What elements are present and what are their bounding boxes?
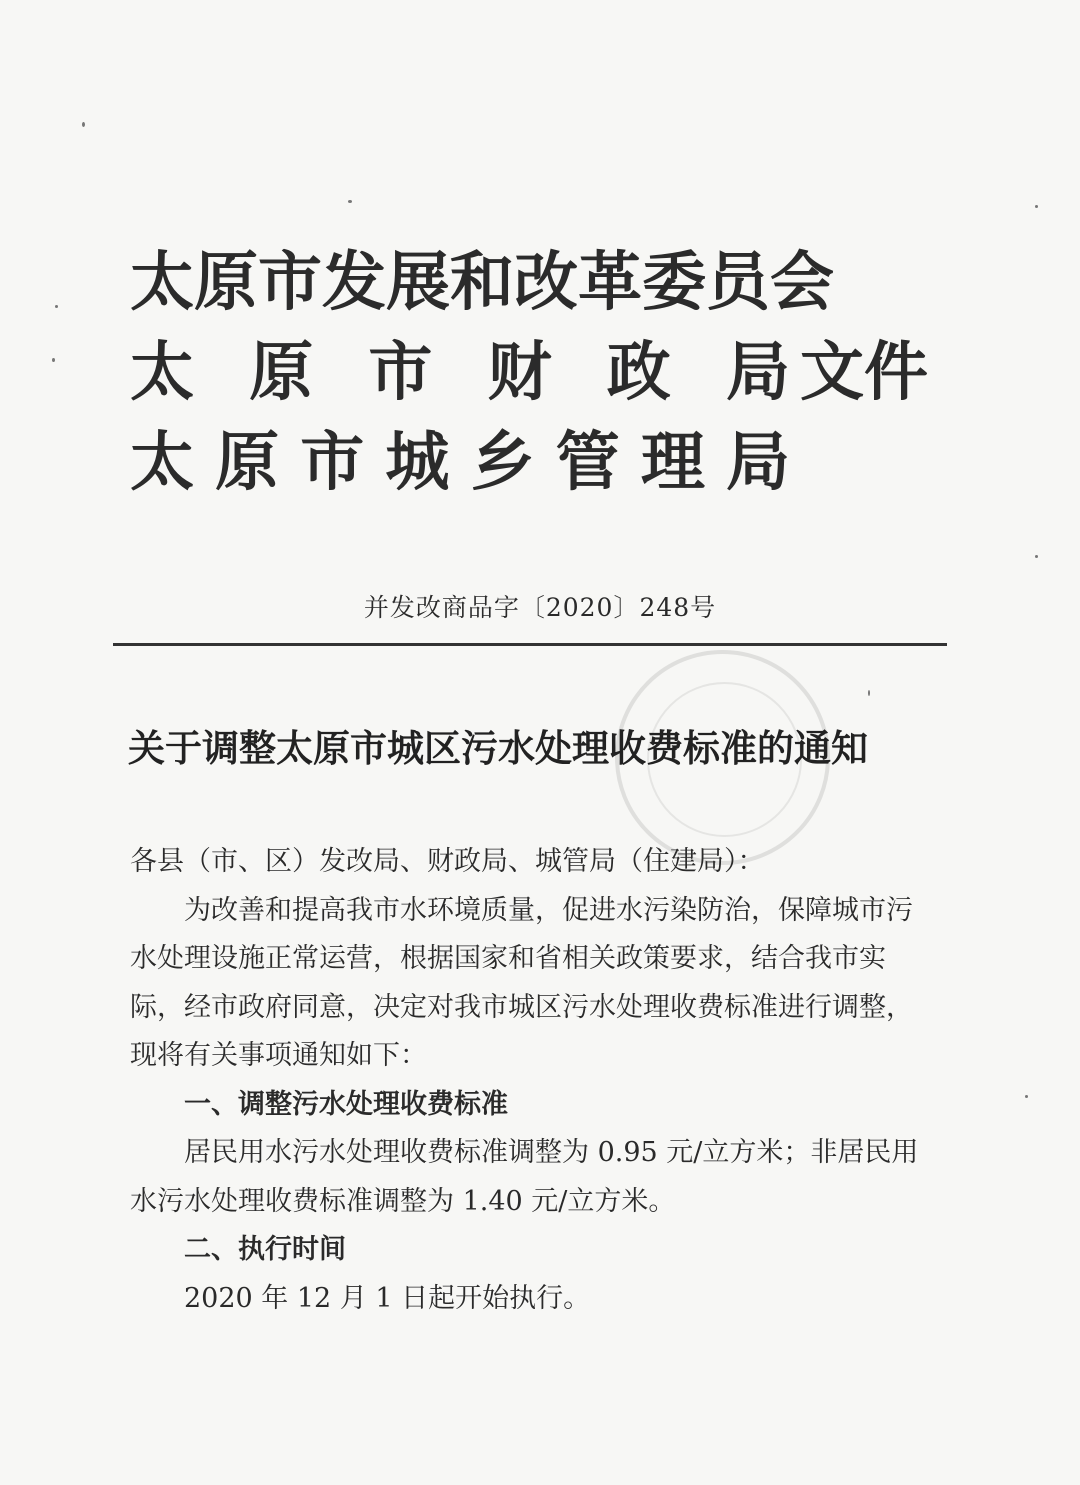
notice-title: 关于调整太原市城区污水处理收费标准的通知 [128,726,868,770]
issuer-urban-rural-management-bureau: 太 原 市 城 乡 管 理 局 [130,426,790,500]
section-1-heading: 一、调整污水处理收费标准 [184,1088,508,1120]
scan-speck [348,200,352,203]
addressee: 各县（市、区）发改局、财政局、城管局（住建局）： [130,846,765,877]
document-number: 并发改商品字〔2020〕248号 [363,593,717,622]
header-divider [113,643,947,646]
issuing-authorities [130,238,950,508]
scan-speck [1025,1095,1028,1098]
scan-speck [55,305,58,308]
scan-speck [82,122,85,127]
scan-speck [1035,205,1038,208]
issuer-development-reform-commission: 太原市发展和改革委员会 [130,246,834,320]
scan-speck [1035,555,1038,558]
scan-speck [52,358,55,362]
notice-body [130,838,920,1323]
section-2-text: 2020 年 12 月 1 日起开始执行。 [184,1282,591,1314]
document-suffix: 文件 [800,336,928,410]
issuer-finance-bureau: 太 原 市 财 政 局 [130,336,790,410]
section-2-heading: 二、执行时间 [184,1234,346,1265]
intro-paragraph: 为改善和提高我市水环境质量，促进水污染防治，保障城市污水处理设施正常运营，根据国家和省相关政策要求，结合我市实际，经市政府同意，决定对我市城区污水处理收费标准进行调整，现将有关事项通知如下： [130,894,913,1071]
section-1-text: 居民用水污水处理收费标准调整为 0.95 元/立方米；非居民用水污水处理收费标准调整为 1.40 元/立方米。 [130,1137,919,1217]
scan-speck [868,690,870,696]
